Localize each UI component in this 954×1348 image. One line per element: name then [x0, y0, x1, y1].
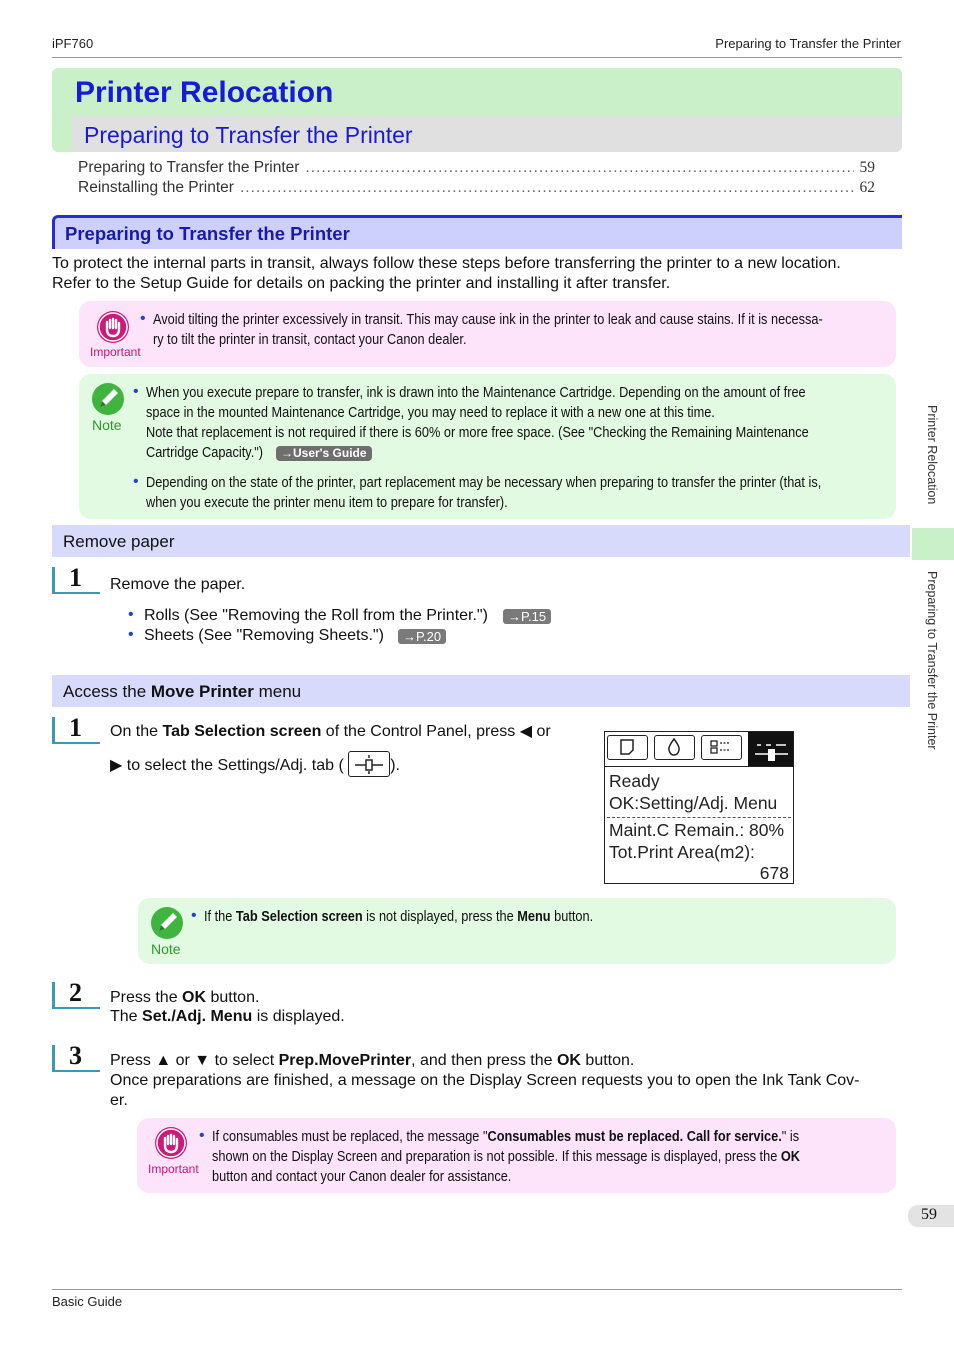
side-section-label: Preparing to Transfer the Printer [925, 571, 939, 750]
footer-text: Basic Guide [52, 1294, 123, 1309]
bullet: • [199, 1127, 205, 1144]
sheets-text: Sheets (See "Removing Sheets.") [144, 627, 384, 644]
bullet: • [128, 606, 134, 623]
toc-page: 59 [859, 159, 875, 176]
important-text-line-1: Avoid tilting the printer excessively in transit. This may cause ink in the printer to leak and cause stains. If it is necessa- [153, 312, 823, 328]
lcd-maint-remain: Maint.C Remain.: 80% [609, 820, 785, 840]
tab-job[interactable] [701, 735, 742, 760]
note-text-line: space in the mounted Maintenance Cartridge, you may need to replace it with a new one at this time. [146, 405, 715, 421]
control-panel-display [604, 731, 794, 884]
bullet: • [133, 383, 139, 400]
toc-leader [240, 179, 854, 197]
note-text-line: When you execute prepare to transfer, ink is drawn into the Maintenance Cartridge. Depending on the amount of free [146, 385, 806, 401]
note-text-line: If the Tab Selection screen is not displayed, press the Menu button. [204, 909, 594, 925]
step-text: er. [110, 1092, 128, 1109]
step-text: Press ▲ or ▼ to select Prep.MovePrinter, and then press the OK button. [110, 1052, 635, 1069]
toc-label: Preparing to Transfer the Printer [78, 159, 300, 176]
footer-divider [52, 1289, 902, 1290]
bullet: • [128, 626, 134, 643]
important-label: Important [148, 1162, 199, 1176]
note-text-line: Depending on the state of the printer, part replacement may be necessary when preparing to transfer the printer (that is, [146, 475, 822, 491]
step-number: 2 [52, 982, 100, 1009]
page-20-link[interactable]: →P.20 [398, 629, 446, 644]
note-text-line: Note that replacement is not required if there is 60% or more free space. (See "Checking the Remaining Maintenance [146, 425, 809, 441]
step-number: 1 [52, 567, 100, 594]
important-label: Important [90, 345, 141, 359]
chapter-title: Printer Relocation [75, 76, 334, 109]
settings-adj-tab-icon [348, 751, 390, 777]
pencil-note-icon [151, 907, 183, 939]
lcd-print-area-value: 678 [759, 863, 789, 883]
tab-selection-bar [605, 732, 793, 767]
lcd-print-area-label: Tot.Print Area(m2): [609, 842, 755, 862]
step-text: Once preparations are finished, a message on the Display Screen requests you to open the Ink Tank Cov- [110, 1072, 860, 1089]
toc-label: Reinstalling the Printer [78, 179, 234, 196]
side-chapter-label: Printer Relocation [925, 405, 939, 505]
step-text: On the Tab Selection screen of the Control Panel, press ◀ or [110, 723, 551, 740]
step-text: ▶ to select the Settings/Adj. tab ( ). [110, 753, 400, 779]
step-text: Remove the paper. [110, 576, 246, 593]
header-divider [52, 57, 902, 58]
remove-paper-title: Remove paper [63, 532, 175, 551]
step-number: 3 [52, 1045, 100, 1072]
right-arrow-icon: ▶ [110, 757, 123, 775]
bullet: • [140, 310, 146, 327]
important-text-line-2: ry to tilt the printer in transit, contact your Canon dealer. [153, 332, 467, 348]
intro-line-1: To protect the internal parts in transit, always follow these steps before transferring the printer to a new location. [52, 255, 841, 272]
note-text-line: when you execute the printer menu item to prepare for transfer). [146, 495, 508, 511]
toc-entry[interactable] [78, 159, 875, 177]
tab-paper[interactable] [607, 735, 648, 760]
lcd-status: Ready [609, 771, 660, 791]
step-number: 1 [52, 717, 100, 744]
users-guide-link[interactable]: →User's Guide [276, 446, 372, 461]
tab-settings-adj[interactable] [748, 732, 793, 766]
access-menu-title: Access the Move Printer menu [63, 682, 302, 701]
header-section: Preparing to Transfer the Printer [715, 36, 901, 51]
bullet: • [133, 473, 139, 490]
toc-page: 62 [859, 179, 875, 196]
toc-leader [305, 159, 853, 177]
page-15-link[interactable]: →P.15 [503, 609, 551, 624]
hand-stop-icon [97, 311, 129, 343]
header-product: iPF760 [52, 36, 94, 51]
important-text-line: button and contact your Canon dealer for assistance. [212, 1169, 512, 1185]
page-number: 59 [921, 1206, 937, 1223]
note-label: Note [151, 941, 181, 957]
side-tab-marker [912, 528, 954, 560]
important-text-line: If consumables must be replaced, the message "Consumables must be replaced. Call for service." is [212, 1129, 800, 1145]
toc-entry[interactable] [78, 179, 875, 197]
step-text: The Set./Adj. Menu is displayed. [110, 1008, 345, 1025]
rolls-text: Rolls (See "Removing the Roll from the Printer.") [144, 607, 488, 624]
left-arrow-icon: ◀ [519, 723, 532, 740]
lcd-hint: OK:Setting/Adj. Menu [609, 793, 778, 813]
pencil-note-icon [92, 383, 124, 415]
remove-paper-banner [52, 525, 910, 557]
important-text-line: shown on the Display Screen and preparation is not possible. If this message is displayed, press the OK [212, 1149, 800, 1165]
note-label: Note [92, 417, 122, 433]
bullet: • [191, 907, 197, 924]
step-text: Press the OK button. [110, 989, 260, 1006]
subsection-title: Preparing to Transfer the Printer [65, 223, 350, 244]
hand-stop-icon [155, 1127, 187, 1159]
lcd-divider [607, 817, 791, 818]
intro-line-2: Refer to the Setup Guide for details on packing the printer and installing it after transfer. [52, 275, 671, 292]
section-title: Preparing to Transfer the Printer [84, 122, 413, 148]
note-text-line: Cartridge Capacity.") [146, 445, 264, 461]
tab-ink[interactable] [654, 735, 695, 760]
